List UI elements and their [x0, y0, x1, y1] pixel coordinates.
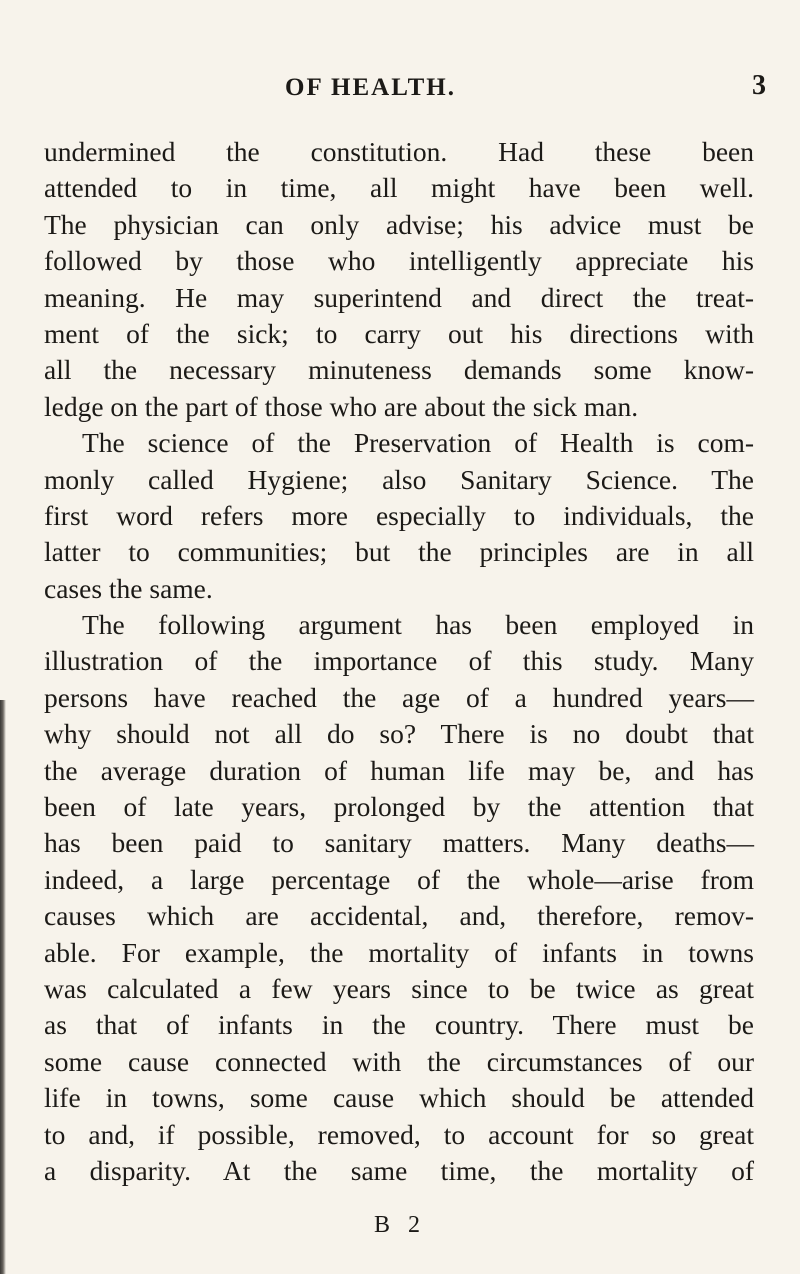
- signature-mark: B 2: [373, 1212, 426, 1238]
- text-line: able. For example, the mortality of infants in towns: [44, 936, 754, 968]
- running-head: [0, 70, 800, 114]
- text-line: a disparity. At the same time, the mortality of: [44, 1154, 754, 1186]
- running-head-title: OF HEALTH.: [285, 74, 456, 101]
- text-line: The physician can only advise; his advice must be: [44, 208, 754, 240]
- text-line: ment of the sick; to carry out his directions with: [44, 317, 754, 349]
- text-line: life in towns, some cause which should be attended: [44, 1082, 754, 1114]
- text-line: monly called Hygiene; also Sanitary Science. The: [44, 463, 754, 495]
- text-line: cases the same.: [44, 572, 213, 604]
- text-line: latter to communities; but the principles are in all: [44, 536, 754, 568]
- body-text: [44, 134, 754, 1189]
- text-line: meaning. He may superintend and direct the treat-: [44, 281, 754, 313]
- text-line: The science of the Preservation of Health is com-: [82, 427, 754, 459]
- text-line: was calculated a few years since to be twice as great: [44, 972, 754, 1004]
- text-line: to and, if possible, removed, to account for so great: [44, 1118, 754, 1150]
- page-number: 3: [752, 70, 766, 101]
- text-line: indeed, a large percentage of the whole—arise from: [44, 863, 754, 895]
- text-line: illustration of the importance of this study. Many: [44, 645, 754, 677]
- text-line: ledge on the part of those who are about the sick man.: [44, 390, 639, 422]
- text-line: The following argument has been employed in: [82, 609, 754, 641]
- text-line: undermined the constitution. Had these been: [44, 136, 754, 167]
- page-edge-shadow: [0, 700, 6, 1274]
- text-line: attended to in time, all might have been well.: [44, 172, 754, 204]
- text-line: why should not all do so? There is no doubt that: [44, 718, 754, 750]
- text-line: all the necessary minuteness demands some know-: [44, 354, 754, 386]
- text-line: persons have reached the age of a hundred years—: [44, 681, 754, 713]
- text-line: has been paid to sanitary matters. Many deaths—: [44, 827, 754, 859]
- text-line: some cause connected with the circumstances of our: [44, 1045, 754, 1077]
- text-line: followed by those who intelligently appreciate his: [44, 245, 754, 277]
- text-line: been of late years, prolonged by the attention that: [44, 791, 754, 823]
- text-line: the average duration of human life may be, and has: [44, 754, 754, 786]
- text-line: as that of infants in the country. There must be: [44, 1009, 754, 1041]
- text-line: first word refers more especially to individuals, the: [44, 499, 754, 531]
- text-line: causes which are accidental, and, therefore, remov-: [44, 900, 754, 932]
